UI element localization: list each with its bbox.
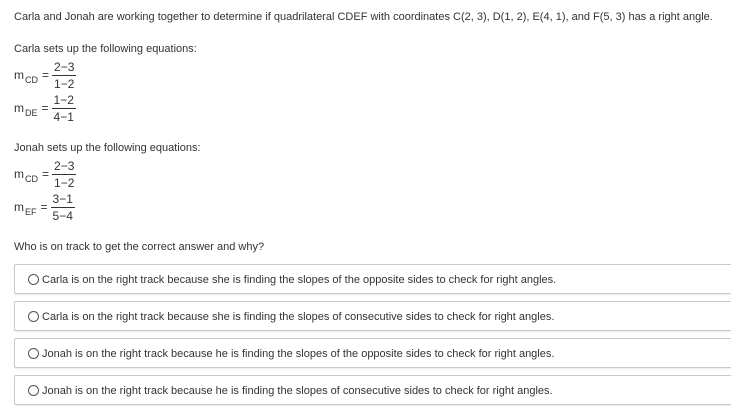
numerator: 3−1 xyxy=(52,191,73,206)
jonah-equation-1 xyxy=(14,157,76,191)
answer-option-label: Carla is on the right track because she is finding the slopes of the opposite sides to check for right angles. xyxy=(42,274,557,286)
question-ask: Who is on track to get the correct answer and why? xyxy=(14,241,265,253)
carla-equation-2 xyxy=(14,91,76,125)
denominator: 1−2 xyxy=(54,175,75,190)
numerator: 2−3 xyxy=(54,158,75,173)
denominator: 1−2 xyxy=(54,76,75,91)
slope-symbol: $m_{CD}$ xyxy=(14,67,38,85)
fraction xyxy=(52,159,76,190)
jonah-intro: Jonah sets up the following equations: xyxy=(14,142,201,154)
carla-intro: Carla sets up the following equations: xyxy=(14,43,197,55)
answer-option-1[interactable] xyxy=(14,264,731,294)
equals-sign: = xyxy=(42,68,50,82)
fraction xyxy=(52,93,76,124)
radio-button-icon[interactable] xyxy=(28,274,39,285)
equals-sign: = xyxy=(42,167,50,181)
numerator: 2−3 xyxy=(54,59,75,74)
equals-sign: = xyxy=(41,101,49,115)
answer-option-4[interactable] xyxy=(14,375,731,405)
fraction xyxy=(51,192,75,223)
slope-symbol: $m_{DE}$ xyxy=(14,100,38,118)
slope-symbol: $m_{CD}$ xyxy=(14,166,38,184)
radio-button-icon[interactable] xyxy=(28,385,39,396)
equals-sign: = xyxy=(40,200,48,214)
slope-subscript: CD xyxy=(25,74,38,85)
slope-subscript: DE xyxy=(25,107,38,118)
slope-symbol: $m_{EF}$ xyxy=(14,199,37,217)
jonah-equation-2 xyxy=(14,190,75,224)
denominator: 4−1 xyxy=(53,109,74,124)
answer-option-label: Jonah is on the right track because he is finding the slopes of consecutive sides to check for right angles. xyxy=(42,385,553,397)
carla-equation-1 xyxy=(14,58,76,92)
radio-button-icon[interactable] xyxy=(28,311,39,322)
question-prompt: Carla and Jonah are working together to determine if quadrilateral CDEF with coordinates C(2, 3), D(1, 2), E(4, 1), and F(5, 3) has a right angle. xyxy=(14,11,713,23)
answer-option-2[interactable] xyxy=(14,301,731,331)
answer-option-label: Jonah is on the right track because he is finding the slopes of the opposite sides to check for right angles. xyxy=(42,348,555,360)
numerator: 1−2 xyxy=(53,92,74,107)
answer-option-label: Carla is on the right track because she is finding the slopes of consecutive sides to check for right angles. xyxy=(42,311,555,323)
slope-subscript: EF xyxy=(25,206,37,217)
denominator: 5−4 xyxy=(52,208,73,223)
answer-option-3[interactable] xyxy=(14,338,731,368)
radio-button-icon[interactable] xyxy=(28,348,39,359)
fraction xyxy=(52,60,76,91)
slope-subscript: CD xyxy=(25,173,38,184)
